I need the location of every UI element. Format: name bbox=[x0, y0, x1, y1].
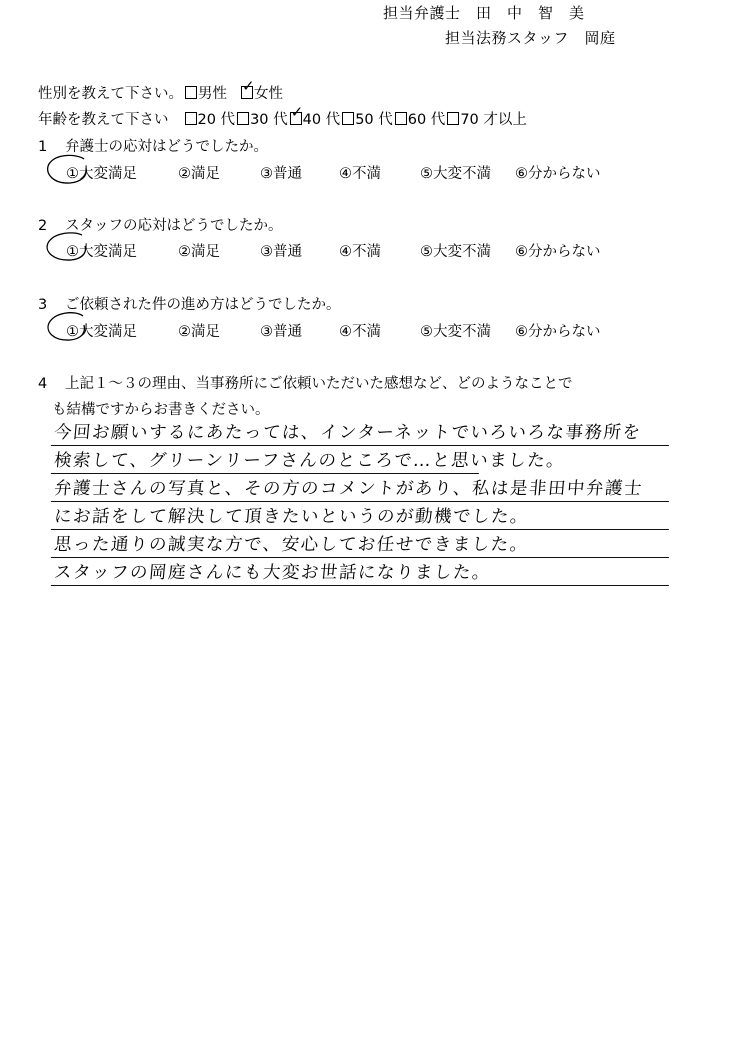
checkbox-female[interactable] bbox=[241, 77, 255, 99]
comment-line: 検索して、グリーンリーフさんのところで…と思いました。 bbox=[49, 447, 671, 475]
checkbox-age-20[interactable] bbox=[185, 112, 197, 125]
option-dissatisfied[interactable]: ④不満 bbox=[339, 244, 381, 260]
option-neutral[interactable]: ③普通 bbox=[260, 324, 302, 340]
question-number: 4 bbox=[38, 376, 48, 392]
lawyer-in-charge: 担当弁護士 田 中 智 美 bbox=[383, 4, 585, 22]
selection-circle-icon bbox=[44, 228, 102, 268]
comment-line: スタッフの岡庭さんにも大変お世話になりました。 bbox=[49, 559, 671, 587]
age-option-50: 50 代 bbox=[355, 112, 393, 128]
gender-option-female: 女性 bbox=[254, 86, 283, 102]
selection-circle-icon bbox=[44, 150, 102, 190]
age-option-40: 40 代 bbox=[302, 112, 341, 128]
gender-question bbox=[38, 77, 283, 103]
selection-circle-icon bbox=[44, 308, 102, 348]
option-dont-know[interactable]: ⑥分からない bbox=[515, 324, 601, 340]
writing-rule bbox=[51, 529, 669, 530]
question-4 bbox=[38, 372, 573, 393]
check-mark-icon: ✓ bbox=[242, 77, 255, 95]
check-mark-icon: ✓ bbox=[290, 103, 304, 121]
comment-line: 弁護士さんの写真と、その方のコメントがあり、私は是非田中弁護士 bbox=[49, 475, 671, 503]
writing-rule bbox=[51, 501, 669, 502]
option-dont-know[interactable]: ⑥分からない bbox=[515, 166, 601, 182]
option-neutral[interactable]: ③普通 bbox=[260, 244, 302, 260]
age-option-60: 60 代 bbox=[407, 112, 446, 128]
gender-prompt: 性別を教えて下さい。 bbox=[38, 86, 183, 102]
question-text: 上記１～３の理由、当事務所にご依頼いただいた感想など、どのようなことで bbox=[65, 376, 573, 392]
option-satisfied[interactable]: ②満足 bbox=[178, 166, 220, 182]
age-prompt: 年齢を教えて下さい bbox=[38, 112, 169, 128]
question-number: 3 bbox=[38, 297, 48, 313]
question-number: 1 bbox=[38, 139, 48, 155]
option-satisfied[interactable]: ②満足 bbox=[178, 324, 220, 340]
checkbox-male[interactable] bbox=[185, 86, 197, 99]
checkbox-age-40[interactable] bbox=[290, 103, 304, 125]
question-4-continued: も結構ですからお書きください。 bbox=[52, 402, 270, 418]
age-option-20: 20 代 bbox=[197, 112, 236, 128]
option-very-satisfied[interactable]: ①大変満足 bbox=[66, 162, 137, 183]
writing-rule bbox=[51, 445, 669, 446]
question-text: 弁護士の応対はどうでしたか。 bbox=[65, 139, 268, 155]
comment-line: 思った通りの誠実な方で、安心してお任せできました。 bbox=[49, 531, 671, 559]
option-very-dissatisfied[interactable]: ⑤大変不満 bbox=[420, 324, 491, 340]
writing-rule bbox=[51, 557, 669, 558]
comment-line: にお話をして解決して頂きたいというのが動機でした。 bbox=[49, 503, 671, 531]
checkbox-age-50[interactable] bbox=[342, 112, 354, 125]
age-option-30: 30 代 bbox=[250, 112, 288, 128]
option-satisfied[interactable]: ②満足 bbox=[178, 244, 220, 260]
option-dont-know[interactable]: ⑥分からない bbox=[515, 244, 601, 260]
option-very-dissatisfied[interactable]: ⑤大変不満 bbox=[420, 244, 491, 260]
age-option-70: 70 才以上 bbox=[460, 112, 527, 128]
option-dissatisfied[interactable]: ④不満 bbox=[339, 166, 381, 182]
gender-option-male: 男性 bbox=[198, 86, 227, 102]
age-question bbox=[38, 103, 527, 129]
checkbox-age-60[interactable] bbox=[395, 112, 407, 125]
question-number: 2 bbox=[38, 218, 48, 234]
staff-in-charge: 担当法務スタッフ 岡庭 bbox=[445, 29, 616, 47]
option-very-dissatisfied[interactable]: ⑤大変不満 bbox=[420, 166, 491, 182]
writing-rule bbox=[51, 473, 479, 474]
question-text: ご依頼された件の進め方はどうでしたか。 bbox=[65, 297, 341, 313]
checkbox-age-70[interactable] bbox=[447, 112, 459, 125]
question-text: スタッフの応対はどうでしたか。 bbox=[65, 218, 283, 234]
comment-area[interactable] bbox=[50, 419, 670, 587]
checkbox-age-30[interactable] bbox=[237, 112, 249, 125]
option-dissatisfied[interactable]: ④不満 bbox=[339, 324, 381, 340]
option-very-satisfied[interactable]: ①大変満足 bbox=[66, 240, 137, 261]
comment-line: 今回お願いするにあたっては、インターネットでいろいろな事務所を bbox=[49, 419, 671, 447]
option-very-satisfied[interactable]: ①大変満足 bbox=[66, 320, 137, 341]
writing-rule bbox=[51, 585, 669, 586]
option-neutral[interactable]: ③普通 bbox=[260, 166, 302, 182]
